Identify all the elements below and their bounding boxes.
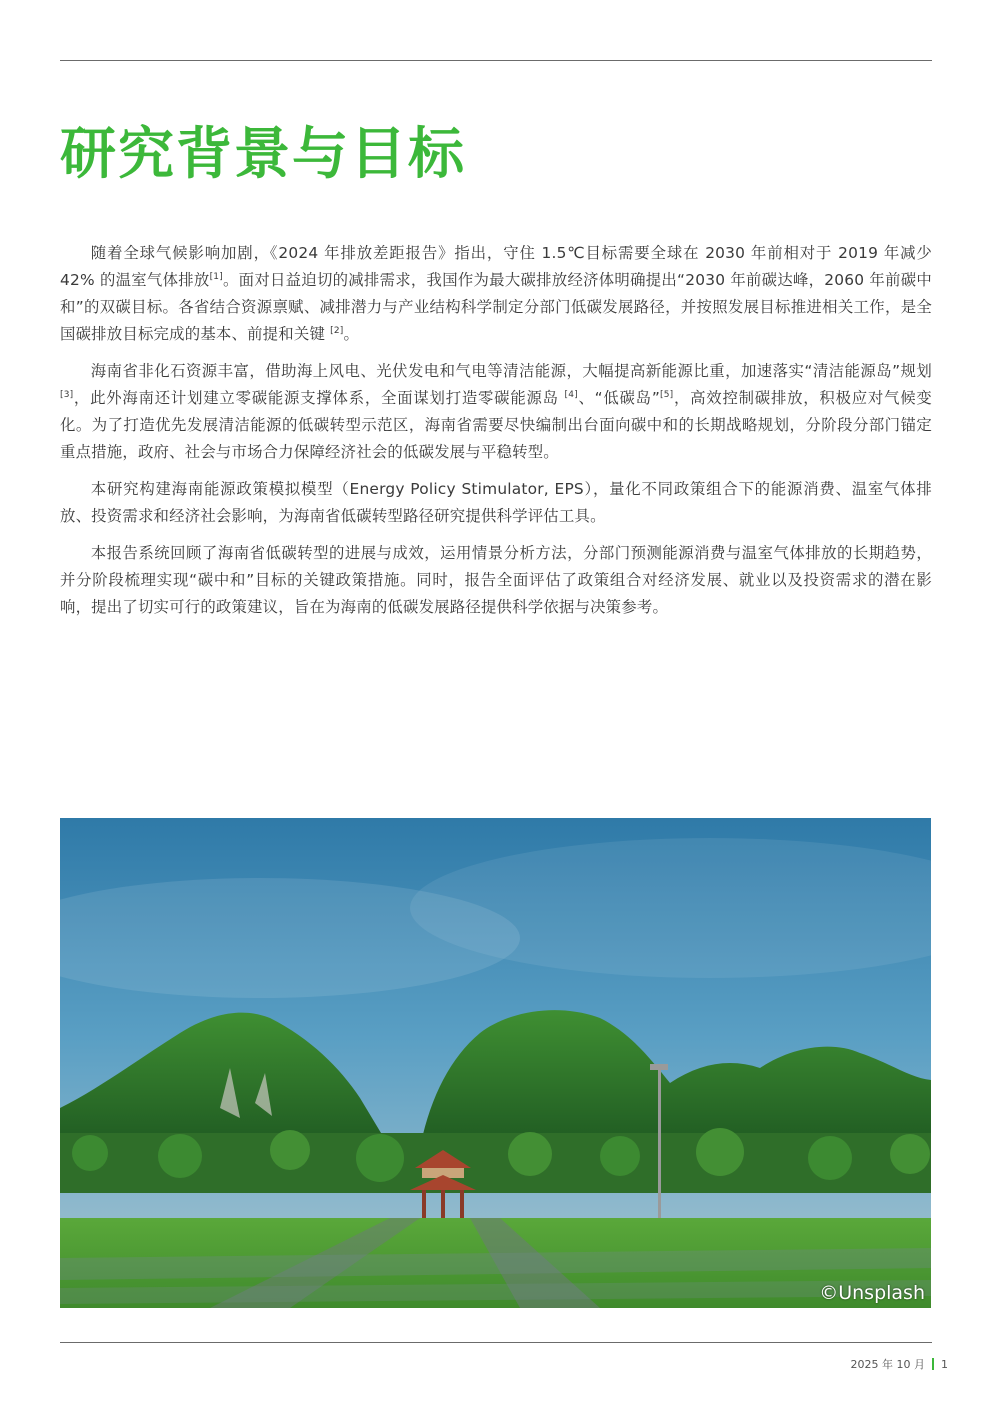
page-number: 1	[941, 1357, 948, 1371]
paragraph-text: 随着全球气候影响加剧，《2024 年排放差距报告》指出，守住 1.5℃目标需要全球在 2030 年前相对于 2019 年减少 42% 的温室气体排放	[60, 244, 932, 289]
footer-date: 2025 年 10 月	[850, 1358, 925, 1371]
citation-marker: [5]	[660, 390, 674, 400]
citation-marker: [1]	[209, 272, 223, 282]
body-paragraph	[60, 358, 932, 466]
body-text	[60, 240, 932, 631]
body-paragraph	[60, 476, 932, 530]
paragraph-text: ，此外海南还计划建立零碳能源支撑体系，全面谋划打造零碳能源岛	[73, 389, 565, 407]
citation-marker: [2]	[330, 326, 344, 336]
body-paragraph	[60, 540, 932, 621]
citation-marker: [3]	[60, 390, 74, 400]
photo-credit: ©Unsplash	[819, 1282, 925, 1304]
paragraph-text: 。	[343, 325, 360, 343]
body-paragraph	[60, 240, 932, 348]
top-divider	[60, 60, 932, 61]
page-footer	[851, 1356, 948, 1372]
paragraph-text: 本报告系统回顾了海南省低碳转型的进展与成效，运用情景分析方法，分部门预测能源消费与温室气体排放的长期趋势，并分阶段梳理实现“碳中和”目标的关键政策措施。同时，报告全面评估了政策组合对经济发展、就业以及投资需求的潜在影响，提出了切实可行的政策建议，旨在为海南的低碳发展路径提供科学依据与决策参考。	[60, 544, 932, 616]
paragraph-text: 、“低碳岛”	[577, 389, 661, 407]
karst-landscape-illustration	[60, 818, 931, 1308]
page-title: 研究背景与目标	[60, 122, 466, 187]
landscape-photo	[60, 818, 931, 1308]
paragraph-text: ，高效控制碳排放，积极应对气候变化。为了打造优先发展清洁能源的低碳转型示范区，海南省需要尽快编制出台面向碳中和的长期战略规划，分阶段分部门锚定重点措施，政府、社会与市场合力保障经济社会的低碳发展与平稳转型。	[60, 389, 933, 461]
paragraph-text: 。面对日益迫切的减排需求，我国作为最大碳排放经济体明确提出“2030 年前碳达峰，2060 年前碳中和”的双碳目标。各省结合资源禀赋、减排潜力与产业结构科学制定分部门低碳发展路径，并按照发展目标推进相关工作，是全国碳排放目标完成的基本、前提和关键	[60, 271, 932, 343]
citation-marker: [4]	[564, 390, 578, 400]
paragraph-text: 海南省非化石资源丰富，借助海上风电、光伏发电和气电等清洁能源，大幅提高新能源比重，加速落实“清洁能源岛”规划	[90, 362, 932, 380]
paragraph-text: 本研究构建海南能源政策模拟模型（Energy Policy Stimulator, EPS），量化不同政策组合下的能源消费、温室气体排放、投资需求和经济社会影响，为海南省低碳转型路径研究提供科学评估工具。	[60, 480, 932, 525]
bottom-divider	[60, 1342, 932, 1343]
footer-accent-bar	[932, 1358, 934, 1370]
